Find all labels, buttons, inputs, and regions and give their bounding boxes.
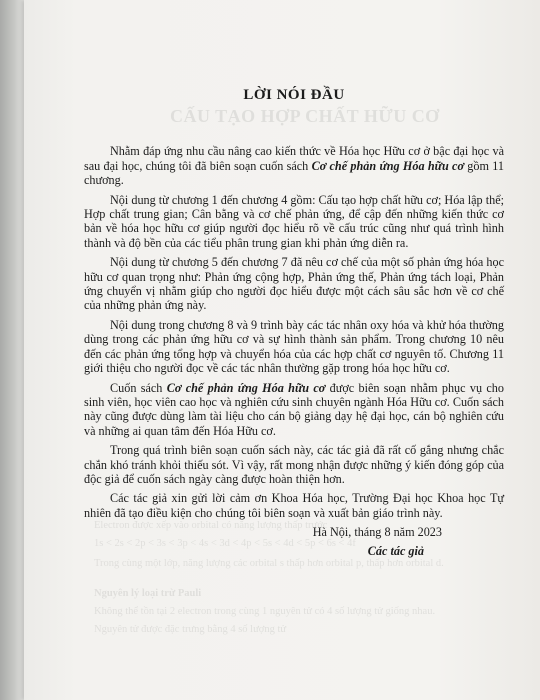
paragraph-text: Cuốn sách	[110, 380, 167, 395]
bleed-through-line: Nguyên lý loại trừ Pauli	[94, 588, 202, 599]
signature-author: Các tác giả	[367, 543, 424, 558]
paragraph-4: Nội dung trong chương 8 và 9 trình bày các tác nhân oxy hóa và khử hóa thường dùng trong các phản ứng hữu cơ và sự hình thành sản phẩm. Trong chương 10 nêu đến các phản ứng tổng hợp và chuyển hóa của các hợp chất cơ nguyên tố. Chương 11 giới thiệu cho người đọc về các tác nhân thường gặp trong hóa học hữu cơ.	[84, 317, 504, 376]
paragraph-text: Nhằm đáp ứng nhu cầu nâng cao kiến thức về Hóa học Hữu cơ ở bậc đại học và sau đại học, chúng tôi đã biên soạn cuốn sách	[84, 144, 504, 173]
paragraph-2: Nội dung từ chương 1 đến chương 4 gồm: Cấu tạo hợp chất hữu cơ; Hóa lập thể; Hợp chất trung gian; Cân bằng và cơ chế phản ứng, để cập đến những kiến thức cơ bản về hóa học hữu cơ giúp người đọc hiểu rõ về cấu trúc cũng như quá trình hình thành và độ bền của các tiểu phân trung gian khi phản ứng diễn ra.	[84, 192, 504, 250]
book-title-emphasis: Cơ chế phản ứng Hóa hữu cơ	[311, 158, 464, 173]
bleed-through-title: CẤU TẠO HỢP CHẤT HỮU CƠ	[170, 106, 440, 126]
bleed-through-line: Không thể tồn tại 2 electron trong cùng 1 nguyên tử có 4 số lượng tử giống nhau.	[94, 606, 436, 617]
bleed-through-line: Nguyên tử được đặc trưng bằng 4 số lượng tử	[94, 624, 287, 635]
book-gutter-shadow	[0, 0, 24, 700]
paragraph-3: Nội dung từ chương 5 đến chương 7 đã nêu cơ chế của một số phản ứng hóa học hữu cơ quan trọng như: Phản ứng cộng hợp, Phản ứng thế, Phản ứng tách loại, Phản ứng chuyển vị nhằm giúp cho người đọc hiểu được một cách sâu sắc hơn về cơ chế của những phản ứng này.	[84, 255, 504, 313]
page-title: LỜI NÓI ĐẦU	[243, 87, 345, 103]
bleed-through-line: Trong cùng một lớp, năng lượng các orbital s thấp hơn orbital p, thấp hơn orbital d.	[94, 558, 444, 569]
book-page	[24, 0, 540, 700]
preface-content	[84, 88, 504, 558]
paragraph-text: được biên soạn nhằm phục vụ cho sinh viên, học viên cao học và nghiên cứu sinh chuyên ngành Hóa Hữu cơ. Cuốn sách này cũng được dùng làm tài liệu cho cán bộ giảng dạy hệ đại học, cán bộ nghiên cứu và những ai quan tâm đến Hóa Hữu cơ.	[84, 380, 504, 438]
bleed-through-line: Electron được xếp vào orbital có năng lượng thấp trước	[94, 520, 328, 531]
paragraph-text: gồm 11 chương.	[84, 158, 504, 188]
book-title-emphasis: Cơ chế phản ứng Hóa hữu cơ	[166, 380, 326, 395]
paragraph-6: Trong quá trình biên soạn cuốn sách này, các tác giả đã rất cố gắng nhưng chắc chắn khó tránh khỏi thiếu sót. Vì vậy, rất mong nhận được những ý kiến đóng góp của độc giả để cuốn sách ngày càng được hoàn thiện hơn.	[84, 443, 504, 486]
paragraph-5	[84, 381, 504, 439]
signature-place-date: Hà Nội, tháng 8 năm 2023	[312, 525, 442, 540]
paragraph-7: Các tác giả xin gửi lời cảm ơn Khoa Hóa học, Trường Đại học Khoa học Tự nhiên đã tạo điều kiện cho chúng tôi biên soạn và xuất bản giáo trình này.	[84, 491, 504, 520]
paragraph-1	[84, 144, 504, 187]
bleed-through-line: 1s < 2s < 2p < 3s < 3p < 4s < 3d < 4p < 5s < 4d < 5p < 6s < 4f	[94, 538, 356, 549]
